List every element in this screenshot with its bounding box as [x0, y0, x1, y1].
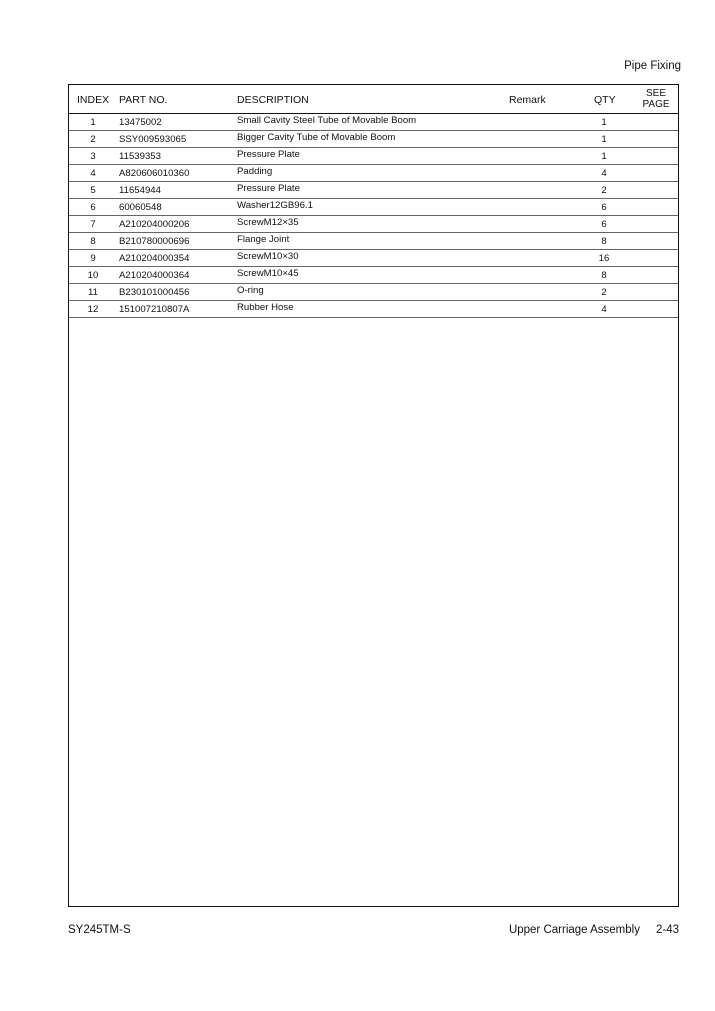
- cell-index: 7: [90, 219, 96, 230]
- cell-description: Rubber Hose: [237, 302, 294, 313]
- cell-index: 1: [90, 117, 96, 128]
- cell-description: ScrewM12×35: [237, 217, 299, 228]
- table-row: [69, 216, 678, 233]
- cell-qty: 4: [601, 168, 607, 179]
- cell-part-no: 13475002: [119, 117, 162, 128]
- cell-index: 8: [90, 236, 96, 247]
- cell-qty: 1: [601, 117, 607, 128]
- header-remark: Remark: [509, 94, 546, 106]
- cell-qty: 1: [601, 134, 607, 145]
- cell-index: 5: [90, 185, 96, 196]
- cell-part-no: 60060548: [119, 202, 162, 213]
- cell-description: ScrewM10×45: [237, 268, 299, 279]
- header-index: INDEX: [77, 94, 110, 106]
- cell-description: Flange Joint: [237, 234, 290, 245]
- cell-qty: 6: [601, 202, 607, 213]
- cell-qty: 4: [601, 304, 607, 315]
- cell-part-no: 11539353: [119, 151, 161, 162]
- cell-description: Pressure Plate: [237, 183, 300, 194]
- footer-model: SY245TM-S: [68, 924, 131, 936]
- table-row: [69, 301, 678, 318]
- cell-part-no: SSY009593065: [119, 134, 187, 145]
- table-body: [69, 114, 678, 318]
- table-header: [69, 85, 678, 114]
- header-see-page: [639, 88, 673, 110]
- footer-section: [509, 924, 679, 936]
- table-row: [69, 199, 678, 216]
- cell-qty: 8: [601, 270, 607, 281]
- cell-index: 3: [90, 151, 96, 162]
- header-part-no: PART NO.: [119, 94, 168, 106]
- cell-index: 11: [88, 287, 98, 298]
- cell-index: 4: [90, 168, 96, 179]
- cell-part-no: A210204000206: [119, 219, 190, 230]
- cell-qty: 2: [601, 185, 607, 196]
- cell-part-no: A210204000364: [119, 270, 190, 281]
- cell-qty: 6: [601, 219, 607, 230]
- cell-part-no: B230101000456: [119, 287, 190, 298]
- cell-index: 9: [90, 253, 96, 264]
- cell-qty: 8: [601, 236, 607, 247]
- table-row: [69, 284, 678, 301]
- cell-description: Washer12GB96.1: [237, 200, 313, 211]
- table-row: [69, 131, 678, 148]
- header-qty: QTY: [594, 94, 616, 106]
- cell-description: Small Cavity Steel Tube of Movable Boom: [237, 115, 417, 126]
- cell-description: O-ring: [237, 285, 264, 296]
- footer-page-number: 2-43: [655, 924, 679, 936]
- cell-description: Bigger Cavity Tube of Movable Boom: [237, 132, 396, 143]
- page-title: Pipe Fixing: [624, 60, 681, 72]
- cell-index: 12: [87, 304, 99, 315]
- cell-index: 10: [87, 270, 99, 281]
- header-see-line2: PAGE: [642, 99, 670, 110]
- cell-qty: 16: [598, 253, 610, 264]
- cell-qty: 1: [601, 151, 607, 162]
- parts-table: [68, 84, 679, 907]
- cell-index: 6: [90, 202, 96, 213]
- cell-part-no: A210204000354: [119, 253, 190, 264]
- cell-part-no: 11654944: [119, 185, 161, 196]
- cell-part-no: 151007210807A: [119, 304, 190, 315]
- cell-part-no: A820606010360: [119, 168, 190, 179]
- table-row: [69, 233, 678, 250]
- header-see-line1: SEE: [645, 88, 666, 99]
- table-row: [69, 250, 678, 267]
- cell-description: ScrewM10×30: [237, 251, 299, 262]
- table-row: [69, 148, 678, 165]
- cell-part-no: B210780000696: [119, 236, 190, 247]
- table-row: [69, 114, 678, 131]
- footer-section-title: Upper Carriage Assembly: [508, 924, 640, 936]
- header-description: DESCRIPTION: [237, 94, 309, 106]
- cell-index: 2: [90, 134, 96, 145]
- cell-qty: 2: [601, 287, 607, 298]
- table-row: [69, 182, 678, 199]
- cell-description: Pressure Plate: [237, 149, 300, 160]
- table-row: [69, 267, 678, 284]
- cell-description: Padding: [237, 166, 273, 177]
- table-row: [69, 165, 678, 182]
